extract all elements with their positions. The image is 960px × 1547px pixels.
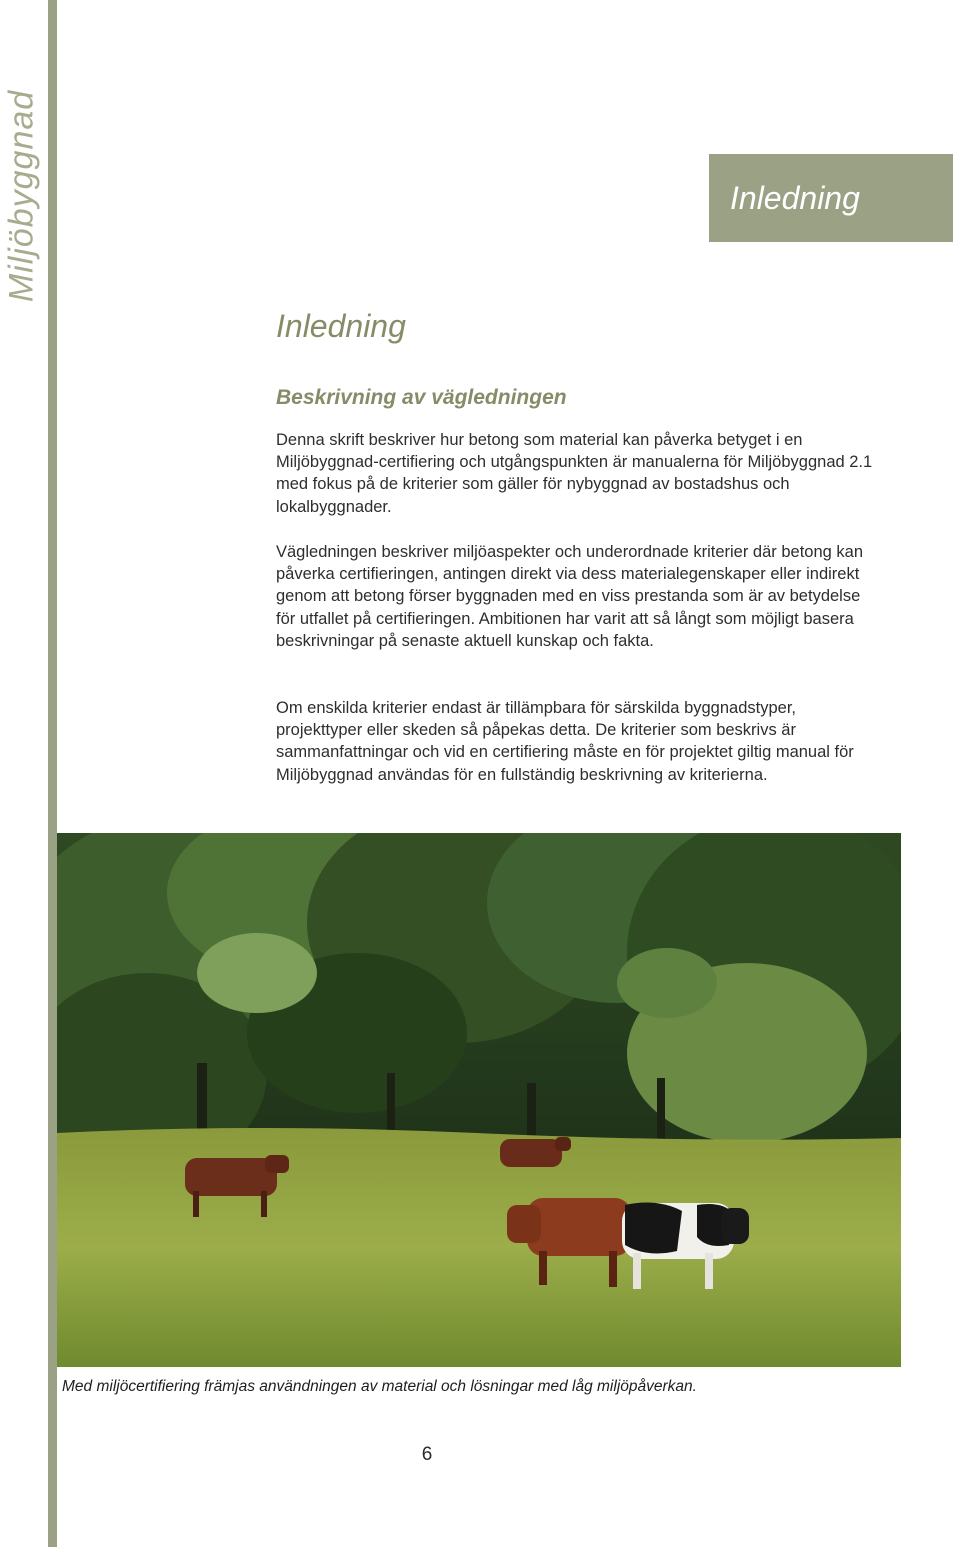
body-paragraph: Om enskilda kriterier endast är tillämpbara för särskilda byggnadstyper, projekttyper eller skeden så påpekas detta. De kriterier som beskrivs är sammanfattningar och vid en certifiering måste en för projektet giltig manual för Miljöbyggnad användas för en fullständig beskrivning av kriterierna. xyxy=(276,699,854,784)
pasture-grass xyxy=(57,1128,901,1367)
section-heading: Beskrivning av vägledningen xyxy=(276,386,567,409)
side-accent-bar xyxy=(48,0,57,1547)
chapter-header-box xyxy=(709,154,953,242)
photo-caption: Med miljöcertifiering främjas användningen av material och lösningar med låg miljöpåverkan. xyxy=(62,1378,697,1395)
page-title: Inledning xyxy=(276,308,406,344)
cow-middle xyxy=(500,1137,571,1167)
side-running-title: Miljöbyggnad xyxy=(2,89,41,303)
body-paragraph: Denna skrift beskriver hur betong som material kan påverka betyget i en Miljöbyggnad-certifiering och utgångspunkten är manualerna för Miljöbyggnad 2.1 med fokus på de kriterier som gäller för nybyggnad av bostadshus och lokalbyggnader. xyxy=(276,431,873,516)
chapter-header-label: Inledning xyxy=(730,179,860,216)
page-number: 6 xyxy=(421,1444,433,1465)
body-paragraph: Vägledningen beskriver miljöaspekter och underordnade kriterier där betong kan påverka certifieringen, antingen direkt via dess materialegenskaper eller indirekt genom att betong förser byggnaden med en viss prestanda som är av betydelse för utfallet på certifieringen. Ambitionen har varit att så långt som möjligt basera beskrivningar på senaste aktuell kunskap och fakta. xyxy=(276,543,864,650)
pasture-photo xyxy=(57,833,901,1367)
